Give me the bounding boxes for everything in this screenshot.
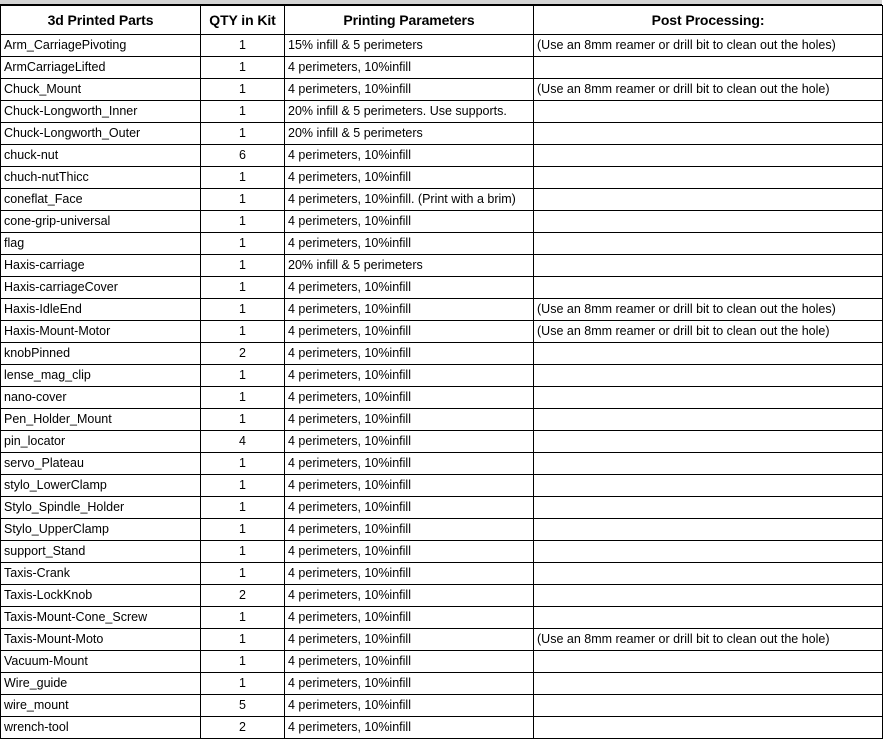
- cell-qty[interactable]: 6: [201, 145, 285, 167]
- table-row: [1, 717, 883, 739]
- cell-part[interactable]: Taxis-LockKnob: [1, 585, 201, 607]
- cell-part[interactable]: Vacuum-Mount: [1, 651, 201, 673]
- cell-qty[interactable]: 1: [201, 277, 285, 299]
- table-row: [1, 651, 883, 673]
- cell-qty[interactable]: 1: [201, 475, 285, 497]
- cell-part[interactable]: knobPinned: [1, 343, 201, 365]
- cell-print[interactable]: 4 perimeters, 10%infill: [285, 629, 534, 651]
- cell-post[interactable]: [534, 145, 883, 167]
- cell-print[interactable]: 4 perimeters, 10%infill: [285, 387, 534, 409]
- cell-print[interactable]: 4 perimeters, 10%infill: [285, 431, 534, 453]
- table-row: [1, 57, 883, 79]
- table-row: [1, 585, 883, 607]
- cell-qty[interactable]: 1: [201, 211, 285, 233]
- cell-part[interactable]: chuch-nutThicc: [1, 167, 201, 189]
- table-row: [1, 299, 883, 321]
- cell-part[interactable]: Taxis-Crank: [1, 563, 201, 585]
- cell-qty[interactable]: 2: [201, 585, 285, 607]
- table-row: [1, 145, 883, 167]
- cell-post[interactable]: [534, 475, 883, 497]
- column-header-post-processing[interactable]: Post Processing:: [534, 6, 883, 35]
- cell-print[interactable]: 4 perimeters, 10%infill: [285, 321, 534, 343]
- cell-qty[interactable]: 1: [201, 497, 285, 519]
- cell-post[interactable]: [534, 365, 883, 387]
- cell-qty[interactable]: 1: [201, 519, 285, 541]
- cell-part[interactable]: servo_Plateau: [1, 453, 201, 475]
- cell-print[interactable]: 4 perimeters, 10%infill: [285, 365, 534, 387]
- table-row: [1, 475, 883, 497]
- cell-qty[interactable]: 1: [201, 321, 285, 343]
- parts-table: [0, 5, 883, 739]
- cell-post[interactable]: [534, 233, 883, 255]
- cell-post[interactable]: [534, 695, 883, 717]
- table-row: [1, 519, 883, 541]
- table-row: [1, 233, 883, 255]
- cell-part[interactable]: Haxis-IdleEnd: [1, 299, 201, 321]
- column-header-qty-in-kit[interactable]: QTY in Kit: [201, 6, 285, 35]
- cell-qty[interactable]: 1: [201, 629, 285, 651]
- cell-print[interactable]: 4 perimeters, 10%infill: [285, 519, 534, 541]
- cell-part[interactable]: Taxis-Mount-Moto: [1, 629, 201, 651]
- cell-post[interactable]: [534, 101, 883, 123]
- cell-qty[interactable]: 1: [201, 123, 285, 145]
- cell-print[interactable]: 4 perimeters, 10%infill: [285, 145, 534, 167]
- column-header-3d-printed-parts[interactable]: 3d Printed Parts: [1, 6, 201, 35]
- cell-print[interactable]: 4 perimeters, 10%infill: [285, 299, 534, 321]
- cell-qty[interactable]: 5: [201, 695, 285, 717]
- table-row: [1, 409, 883, 431]
- cell-post[interactable]: (Use an 8mm reamer or drill bit to clean out the hole): [534, 79, 883, 101]
- cell-post[interactable]: [534, 651, 883, 673]
- cell-post[interactable]: [534, 497, 883, 519]
- cell-post[interactable]: [534, 409, 883, 431]
- cell-part[interactable]: Taxis-Mount-Cone_Screw: [1, 607, 201, 629]
- cell-qty[interactable]: 1: [201, 651, 285, 673]
- cell-part[interactable]: Pen_Holder_Mount: [1, 409, 201, 431]
- table-row: [1, 497, 883, 519]
- cell-post[interactable]: (Use an 8mm reamer or drill bit to clean out the hole): [534, 321, 883, 343]
- cell-qty[interactable]: 1: [201, 167, 285, 189]
- cell-qty[interactable]: 2: [201, 343, 285, 365]
- cell-post[interactable]: [534, 453, 883, 475]
- table-row: [1, 189, 883, 211]
- cell-print[interactable]: 4 perimeters, 10%infill: [285, 673, 534, 695]
- cell-post[interactable]: (Use an 8mm reamer or drill bit to clean out the holes): [534, 35, 883, 57]
- table-row: [1, 629, 883, 651]
- cell-qty[interactable]: 1: [201, 607, 285, 629]
- cell-part[interactable]: Chuck-Longworth_Outer: [1, 123, 201, 145]
- cell-print[interactable]: 15% infill & 5 perimeters: [285, 35, 534, 57]
- cell-print[interactable]: 4 perimeters, 10%infill: [285, 475, 534, 497]
- cell-print[interactable]: 4 perimeters, 10%infill: [285, 57, 534, 79]
- cell-print[interactable]: 4 perimeters, 10%infill: [285, 453, 534, 475]
- cell-print[interactable]: 4 perimeters, 10%infill: [285, 563, 534, 585]
- cell-part[interactable]: Wire_guide: [1, 673, 201, 695]
- cell-qty[interactable]: 1: [201, 35, 285, 57]
- cell-qty[interactable]: 1: [201, 563, 285, 585]
- cell-post[interactable]: [534, 519, 883, 541]
- cell-qty[interactable]: 1: [201, 365, 285, 387]
- table-row: [1, 123, 883, 145]
- table-body: [1, 35, 883, 739]
- cell-part[interactable]: Haxis-carriageCover: [1, 277, 201, 299]
- cell-part[interactable]: cone-grip-universal: [1, 211, 201, 233]
- table-row: [1, 255, 883, 277]
- table-row: [1, 277, 883, 299]
- table-row: [1, 35, 883, 57]
- cell-post[interactable]: [534, 343, 883, 365]
- cell-part[interactable]: support_Stand: [1, 541, 201, 563]
- cell-part[interactable]: coneflat_Face: [1, 189, 201, 211]
- cell-part[interactable]: nano-cover: [1, 387, 201, 409]
- table-row: [1, 365, 883, 387]
- cell-part[interactable]: flag: [1, 233, 201, 255]
- cell-print[interactable]: 4 perimeters, 10%infill: [285, 585, 534, 607]
- cell-qty[interactable]: 1: [201, 233, 285, 255]
- cell-qty[interactable]: 1: [201, 673, 285, 695]
- cell-qty[interactable]: 1: [201, 453, 285, 475]
- table-row: [1, 101, 883, 123]
- cell-part[interactable]: wrench-tool: [1, 717, 201, 739]
- table-row: [1, 387, 883, 409]
- cell-print[interactable]: 4 perimeters, 10%infill: [285, 651, 534, 673]
- cell-qty[interactable]: 1: [201, 387, 285, 409]
- cell-print[interactable]: 4 perimeters, 10%infill: [285, 233, 534, 255]
- cell-qty[interactable]: 1: [201, 541, 285, 563]
- cell-part[interactable]: stylo_LowerClamp: [1, 475, 201, 497]
- cell-print[interactable]: 4 perimeters, 10%infill: [285, 79, 534, 101]
- cell-qty[interactable]: 4: [201, 431, 285, 453]
- cell-print[interactable]: 4 perimeters, 10%infill: [285, 409, 534, 431]
- cell-post[interactable]: [534, 607, 883, 629]
- cell-post[interactable]: [534, 717, 883, 739]
- table-row: [1, 321, 883, 343]
- cell-print[interactable]: 4 perimeters, 10%infill: [285, 695, 534, 717]
- column-header-printing-parameters[interactable]: Printing Parameters: [285, 6, 534, 35]
- cell-qty[interactable]: 1: [201, 79, 285, 101]
- cell-part[interactable]: pin_locator: [1, 431, 201, 453]
- cell-print[interactable]: 4 perimeters, 10%infill: [285, 717, 534, 739]
- cell-print[interactable]: 4 perimeters, 10%infill: [285, 607, 534, 629]
- cell-part[interactable]: Chuck_Mount: [1, 79, 201, 101]
- table-row: [1, 431, 883, 453]
- table-row: [1, 453, 883, 475]
- cell-post[interactable]: [534, 123, 883, 145]
- cell-qty[interactable]: 2: [201, 717, 285, 739]
- cell-qty[interactable]: 1: [201, 409, 285, 431]
- cell-post[interactable]: [534, 277, 883, 299]
- cell-qty[interactable]: 1: [201, 101, 285, 123]
- table-row: [1, 563, 883, 585]
- cell-post[interactable]: [534, 387, 883, 409]
- cell-post[interactable]: (Use an 8mm reamer or drill bit to clean out the hole): [534, 629, 883, 651]
- cell-post[interactable]: [534, 255, 883, 277]
- cell-part[interactable]: ArmCarriageLifted: [1, 57, 201, 79]
- cell-part[interactable]: chuck-nut: [1, 145, 201, 167]
- cell-print[interactable]: 20% infill & 5 perimeters. Use supports.: [285, 101, 534, 123]
- cell-part[interactable]: Chuck-Longworth_Inner: [1, 101, 201, 123]
- cell-post[interactable]: (Use an 8mm reamer or drill bit to clean out the holes): [534, 299, 883, 321]
- cell-post[interactable]: [534, 541, 883, 563]
- cell-post[interactable]: [534, 431, 883, 453]
- table-row: [1, 79, 883, 101]
- cell-print[interactable]: 4 perimeters, 10%infill: [285, 167, 534, 189]
- cell-post[interactable]: [534, 167, 883, 189]
- cell-post[interactable]: [534, 673, 883, 695]
- table-row: [1, 695, 883, 717]
- cell-post[interactable]: [534, 563, 883, 585]
- cell-print[interactable]: 4 perimeters, 10%infill: [285, 277, 534, 299]
- table-row: [1, 211, 883, 233]
- cell-print[interactable]: 4 perimeters, 10%infill: [285, 497, 534, 519]
- cell-part[interactable]: Haxis-carriage: [1, 255, 201, 277]
- table-row: [1, 607, 883, 629]
- cell-print[interactable]: 4 perimeters, 10%infill: [285, 541, 534, 563]
- cell-post[interactable]: [534, 585, 883, 607]
- cell-print[interactable]: 4 perimeters, 10%infill: [285, 211, 534, 233]
- cell-post[interactable]: [534, 57, 883, 79]
- cell-part[interactable]: Stylo_Spindle_Holder: [1, 497, 201, 519]
- cell-qty[interactable]: 1: [201, 189, 285, 211]
- cell-part[interactable]: wire_mount: [1, 695, 201, 717]
- cell-qty[interactable]: 1: [201, 57, 285, 79]
- cell-qty[interactable]: 1: [201, 299, 285, 321]
- table-row: [1, 167, 883, 189]
- cell-part[interactable]: Arm_CarriagePivoting: [1, 35, 201, 57]
- header-row: [1, 6, 883, 35]
- cell-post[interactable]: [534, 211, 883, 233]
- table-row: [1, 673, 883, 695]
- cell-print[interactable]: 20% infill & 5 perimeters: [285, 123, 534, 145]
- table-header: [1, 6, 883, 35]
- table-row: [1, 343, 883, 365]
- cell-print[interactable]: 4 perimeters, 10%infill. (Print with a brim): [285, 189, 534, 211]
- cell-part[interactable]: Haxis-Mount-Motor: [1, 321, 201, 343]
- cell-qty[interactable]: 1: [201, 255, 285, 277]
- table-row: [1, 541, 883, 563]
- cell-post[interactable]: [534, 189, 883, 211]
- cell-print[interactable]: 4 perimeters, 10%infill: [285, 343, 534, 365]
- cell-part[interactable]: Stylo_UpperClamp: [1, 519, 201, 541]
- cell-part[interactable]: lense_mag_clip: [1, 365, 201, 387]
- cell-print[interactable]: 20% infill & 5 perimeters: [285, 255, 534, 277]
